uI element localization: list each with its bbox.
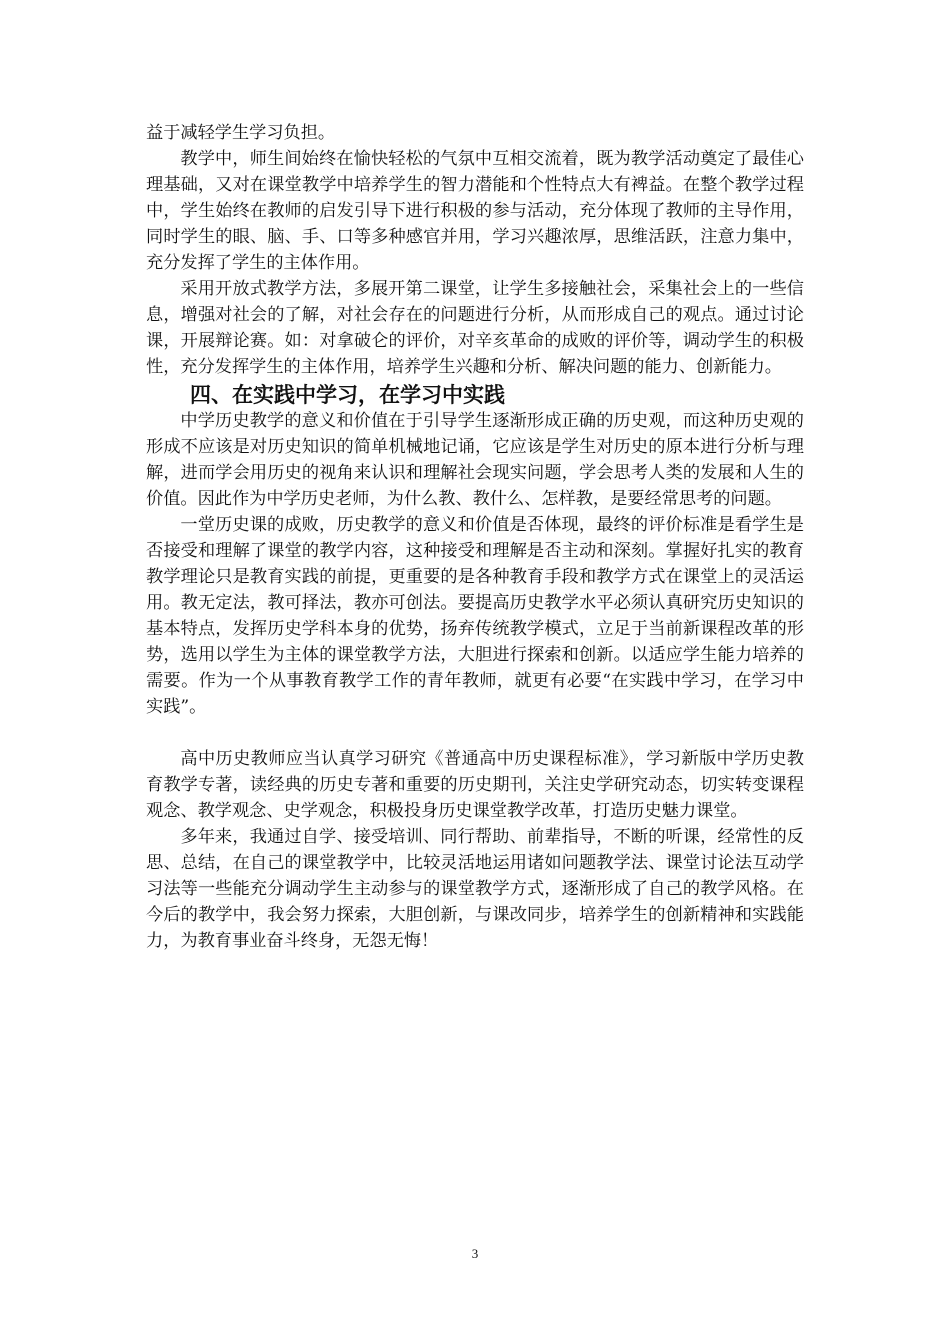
section-heading: 四、在实践中学习，在学习中实践	[190, 382, 505, 407]
paragraph-classroom-atmosphere: 教学中，师生间始终在愉快轻松的气氛中互相交流着，既为教学活动奠定了最佳心理基础，又对在课堂教学中培养学生的智力潜能和个性特点大有裨益。在整个教学过程中，学生始终在教师的启发引导下进行积极的参与活动，充分体现了教师的主导作用，同时学生的眼、脑、手、口等多种感官并用，学习兴趣浓厚，思维活跃，注意力集中，充分发挥了学生的主体作用。	[146, 149, 804, 273]
paragraph-continuation: 益于减轻学生学习负担。	[146, 123, 336, 143]
paragraph-open-teaching: 采用开放式教学方法，多展开第二课堂，让学生多接触社会，采集社会上的一些信息，增强对社会的了解，对社会存在的问题进行分析，从而形成自己的观点。通过讨论课，开展辩论赛。如：对拿破仑的评价，对辛亥革命的成败的评价等，调动学生的积极性，充分发挥学生的主体作用，培养学生兴趣和分析、解决问题的能力、创新能力。	[146, 279, 804, 377]
paragraph-curriculum-standard: 高中历史教师应当认真学习研究《普通高中历史课程标准》，学习新版中学历史教育教学专著，读经典的历史专著和重要的历史期刊，关注史学研究动态，切实转变课程观念、教学观念、史学观念，积极投身历史课堂教学改革，打造历史魅力课堂。	[146, 749, 804, 821]
page-number: 3	[471, 1246, 479, 1261]
document-body	[146, 120, 804, 954]
blank-line	[146, 720, 804, 746]
paragraph-teaching-style: 多年来，我通过自学、接受培训、同行帮助、前辈指导，不断的听课，经常性的反思、总结，在自己的课堂教学中，比较灵活地运用诸如问题教学法、课堂讨论法互动学习法等一些能充分调动学生主动参与的课堂教学方式，逐渐形成了自己的教学风格。在今后的教学中，我会努力探索，大胆创新，与课改同步，培养学生的创新精神和实践能力，为教育事业奋斗终身，无怨无悔！	[146, 827, 804, 951]
paragraph-lesson-evaluation: 一堂历史课的成败，历史教学的意义和价值是否体现，最终的评价标准是看学生是否接受和理解了课堂的教学内容，这种接受和理解是否主动和深刻。掌握好扎实的教育教学理论只是教育实践的前提，更重要的是各种教育手段和教学方式在课堂上的灵活运用。教无定法，教可择法，教亦可创法。要提高历史教学水平必须认真研究历史知识的基本特点，发挥历史学科本身的优势，扬弃传统教学模式，立足于当前新课程改革的形势，选用以学生为主体的课堂教学方法，大胆进行探索和创新。以适应学生能力培养的需要。作为一个从事教育教学工作的青年教师，就更有必要“在实践中学习，在学习中实践”。	[146, 515, 804, 717]
paragraph-history-meaning: 中学历史教学的意义和价值在于引导学生逐渐形成正确的历史观，而这种历史观的形成不应该是对历史知识的简单机械地记诵，它应该是学生对历史的原本进行分析与理解，进而学会用历史的视角来认识和理解社会现实问题，学会思考人类的发展和人生的价值。因此作为中学历史老师，为什么教、教什么、怎样教，是要经常思考的问题。	[146, 411, 804, 509]
